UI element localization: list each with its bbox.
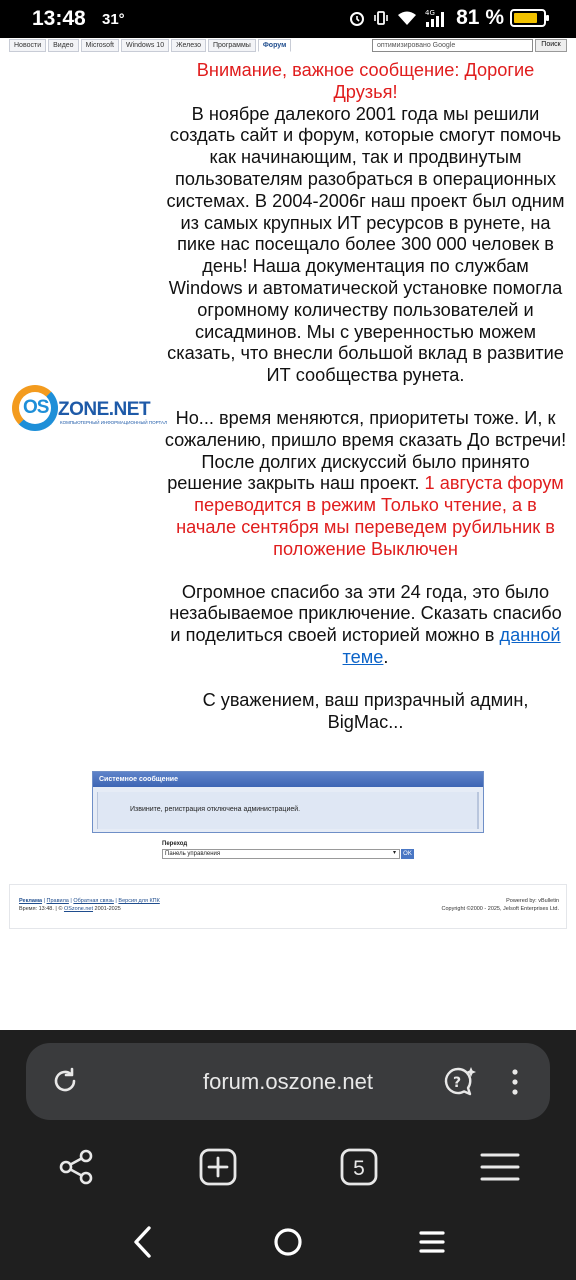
jump-select[interactable] bbox=[162, 849, 400, 859]
notice-paragraph-3-end: . bbox=[383, 646, 389, 667]
footer-link-feedback[interactable]: Обратная связь bbox=[73, 898, 114, 904]
logo-os-text: OS bbox=[23, 397, 49, 418]
status-time: 13:48 bbox=[32, 7, 86, 30]
footer-powered: Powered by: vBulletin bbox=[506, 898, 559, 904]
site-nav bbox=[9, 39, 291, 53]
jump-label: Переход bbox=[162, 841, 188, 847]
assistant-icon[interactable] bbox=[442, 1065, 478, 1099]
system-message-title: Системное сообщение bbox=[93, 772, 483, 787]
status-icons bbox=[348, 6, 546, 30]
notice-signoff bbox=[163, 690, 568, 734]
share-icon[interactable] bbox=[56, 1147, 96, 1187]
status-bar bbox=[0, 0, 576, 38]
system-message-body bbox=[97, 792, 479, 829]
search-input[interactable]: оптимизировано Google bbox=[372, 39, 533, 52]
oszone-logo[interactable] bbox=[12, 385, 168, 433]
footer bbox=[9, 884, 567, 929]
home-icon[interactable] bbox=[268, 1222, 308, 1262]
more-options-icon[interactable] bbox=[510, 1067, 520, 1097]
notice-paragraph-1: В ноябре далекого 2001 года мы решили создать сайт и форум, которые смогут помочь как начинающим, так и продвинутым пользователям разобраться в операционных системах. В 2004-2006г наш проект был одним из самых крупных ИТ ресурсов в рунете, на пике нас посещало более 300 000 человек в день! Наша документация по службам Windows и автоматической установке помогла огромному количеству пользователей и сисадминов. Мы с уверенностью можем сказать, что внесли большой вклад в развитие ИТ сообщества рунета. bbox=[166, 103, 565, 386]
system-message-text: Извините, регистрация отключена администрацией. bbox=[130, 806, 301, 813]
search-button[interactable]: Поиск bbox=[535, 39, 567, 52]
thread-link[interactable]: данной теме bbox=[342, 625, 561, 667]
logo-zone-text: ZONE.NET bbox=[58, 399, 151, 420]
footer-time-prefix: Время: 13:48. | © bbox=[19, 906, 63, 912]
footer-site-link[interactable]: OSzone.net bbox=[63, 906, 94, 912]
chevron-down-icon: ▾ bbox=[392, 850, 396, 856]
notice-shutdown-warning: 1 августа форум переводится в режим Только чтение, а в начале сентября мы переведем рубильник в положение Выключен bbox=[176, 473, 564, 559]
site-tab[interactable]: Программы bbox=[208, 39, 256, 52]
footer-links: Реклама | Правила | Обратная связь | Версия для КПК bbox=[19, 898, 160, 904]
address-bar[interactable] bbox=[26, 1043, 550, 1120]
jump-ok-button[interactable]: OK bbox=[401, 849, 414, 859]
footer-copyright: Copyright ©2000 - 2025, Jelsoft Enterprises Ltd. bbox=[441, 906, 559, 912]
footer-link-pda[interactable]: Версия для КПК bbox=[118, 898, 160, 904]
back-icon[interactable] bbox=[124, 1222, 164, 1262]
alarm-icon bbox=[348, 9, 366, 27]
recent-apps-icon[interactable] bbox=[412, 1222, 452, 1262]
battery-percent: 81 % bbox=[456, 6, 504, 29]
network-type: 4G bbox=[425, 9, 436, 17]
svg-text:?: ? bbox=[453, 1075, 462, 1091]
important-notice bbox=[163, 60, 568, 733]
battery-fill bbox=[514, 13, 537, 23]
notice-heading: Внимание, важное сообщение: Дорогие Друзья! bbox=[196, 60, 535, 102]
site-tab[interactable]: Видео bbox=[48, 39, 78, 52]
wifi-icon bbox=[396, 9, 418, 27]
status-temperature: 31° bbox=[102, 11, 125, 28]
notice-paragraph-2 bbox=[163, 408, 568, 561]
site-tab[interactable]: Windows 10 bbox=[121, 39, 169, 52]
signoff-line-1: С уважением, ваш призрачный админ, bbox=[202, 689, 529, 710]
footer-link-rules[interactable]: Правила bbox=[46, 898, 69, 904]
notice-paragraph-2-text: Но... время меняются, приоритеты тоже. И, к сожалению, пришло время сказать До встречи! После долгих дискуссий было принято решение закрыть наш проект. bbox=[164, 407, 567, 494]
jump-selected-value: Панель управления bbox=[165, 851, 221, 857]
site-tab[interactable]: Железо bbox=[171, 39, 206, 52]
system-message-box bbox=[92, 771, 484, 833]
footer-link-ads[interactable]: Реклама bbox=[19, 898, 43, 904]
footer-years: 2001-2025 bbox=[94, 906, 121, 912]
vibrate-icon bbox=[372, 9, 390, 27]
new-tab-icon[interactable] bbox=[198, 1147, 238, 1187]
cell-signal-icon bbox=[424, 8, 446, 28]
signoff-line-2: BigMac... bbox=[327, 711, 404, 732]
tab-switcher-button[interactable] bbox=[339, 1147, 379, 1187]
logo-tagline: КОМПЬЮТЕРНЫЙ ИНФОРМАЦИОННЫЙ ПОРТАЛ bbox=[60, 420, 168, 425]
url-text[interactable]: forum.oszone.net bbox=[203, 1069, 373, 1094]
footer-time bbox=[19, 906, 121, 912]
battery-icon bbox=[510, 9, 546, 27]
notice-paragraph-3 bbox=[163, 582, 568, 669]
site-tab[interactable]: Новости bbox=[9, 39, 46, 52]
notice-paragraph-3-text: Огромное спасибо за эти 24 года, это было незабываемое приключение. Сказать спасибо и поделиться своей историей можно в bbox=[169, 581, 562, 646]
menu-icon[interactable] bbox=[480, 1147, 520, 1187]
tab-count: 5 bbox=[353, 1157, 365, 1180]
site-tab[interactable]: Форум bbox=[258, 39, 291, 52]
site-tab[interactable]: Microsoft bbox=[81, 39, 119, 52]
